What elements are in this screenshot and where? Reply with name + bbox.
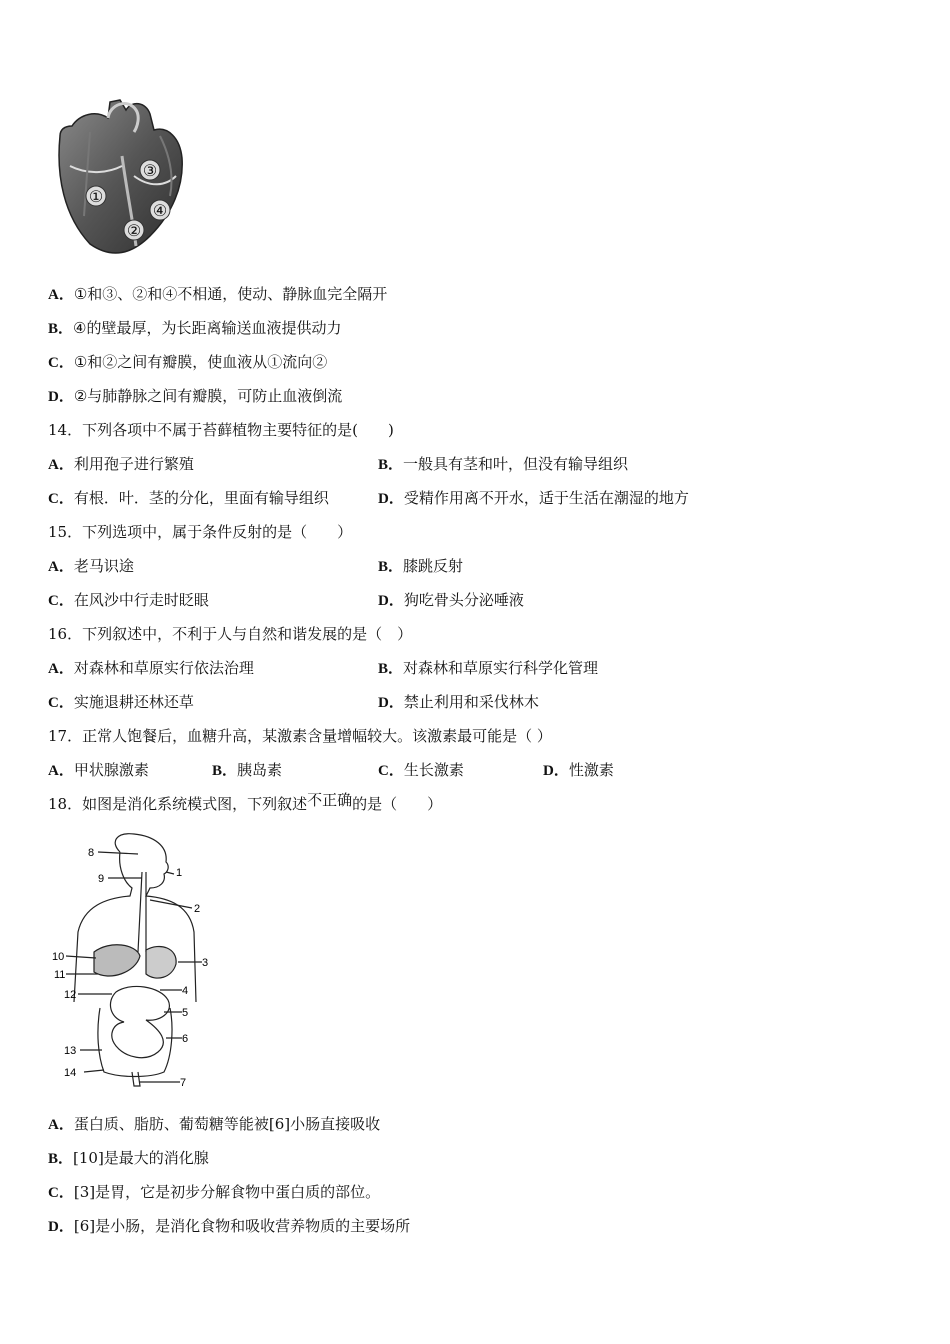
heart-label-3: ③ — [142, 163, 158, 180]
heart-outline — [59, 100, 182, 253]
digestive-label-4: 4 — [182, 985, 189, 997]
q14-option-d: D．受精作用离不开水，适于生活在潮湿的地方 — [378, 489, 689, 507]
esophagus — [138, 872, 146, 952]
digestive-label-2: 2 — [194, 903, 201, 915]
q16-option-d: D．禁止利用和采伐林木 — [378, 693, 539, 711]
digestive-system-figure — [50, 832, 220, 1092]
q13-option-d: D．②与肺静脉之间有瓣膜，可防止血液倒流 — [48, 387, 343, 405]
q18-option-b: B．[10]是最大的消化腺 — [48, 1149, 209, 1167]
digestive-label-9: 9 — [98, 873, 105, 885]
q16-option-c: C．实施退耕还林还草 — [48, 693, 194, 711]
q16-stem: 16．下列叙述中，不利于人与自然和谐发展的是（ ） — [48, 625, 413, 643]
q17-option-d: D．性激素 — [543, 761, 614, 779]
digestive-label-6: 6 — [182, 1033, 189, 1045]
q15-option-a: A．老马识途 — [48, 557, 134, 575]
digestive-label-5: 5 — [182, 1007, 189, 1019]
q13-option-a: A．①和③、②和④不相通，使动、静脉血完全隔开 — [48, 285, 388, 303]
q16-option-a: A．对森林和草原实行依法治理 — [48, 659, 254, 677]
heart-label-1: ① — [88, 189, 104, 206]
stomach — [146, 946, 176, 978]
digestive-label-12: 12 — [64, 989, 77, 1001]
q14-option-c: C．有根．叶．茎的分化，里面有输导组织 — [48, 489, 329, 507]
rectum — [132, 1072, 140, 1086]
q14-option-b: B．一般具有茎和叶，但没有输导组织 — [378, 455, 629, 473]
q15-option-d: D．狗吃骨头分泌唾液 — [378, 591, 524, 609]
q18-option-c: C．[3]是胃，它是初步分解食物中蛋白质的部位。 — [48, 1183, 381, 1201]
q15-option-c: C．在风沙中行走时眨眼 — [48, 591, 209, 609]
q18-stem-emphasis: 不正确 — [307, 791, 353, 809]
q18-stem: 18．如图是消化系统模式图，下列叙述不正确的是（ ） — [48, 791, 443, 813]
heart-label-4: ④ — [152, 203, 168, 220]
digestive-label-11: 11 — [54, 969, 66, 981]
q16-option-b: B．对森林和草原实行科学化管理 — [378, 659, 599, 677]
digestive-label-14: 14 — [64, 1067, 77, 1079]
digestive-label-8: 8 — [88, 847, 95, 859]
q13-option-b: B．④的壁最厚，为长距离输送血液提供动力 — [48, 319, 342, 337]
small-intestine — [110, 986, 169, 1057]
q18-option-a: A．蛋白质、脂肪、葡萄糖等能被[6]小肠直接吸收 — [48, 1115, 381, 1133]
digestive-label-13: 13 — [64, 1045, 77, 1057]
q17-option-b: B．胰岛素 — [212, 761, 283, 779]
q17-stem: 17．正常人饱餐后，血糖升高，某激素含量增幅较大。该激素最可能是（ ） — [48, 727, 552, 745]
liver — [94, 945, 140, 976]
heart-figure — [50, 96, 190, 261]
q17-option-c: C．生长激素 — [378, 761, 464, 779]
digestive-label-10: 10 — [52, 951, 65, 963]
q13-option-c: C．①和②之间有瓣膜，使血液从①流向② — [48, 353, 328, 371]
digestive-label-1: 1 — [176, 867, 183, 879]
q15-option-b: B．膝跳反射 — [378, 557, 464, 575]
digestive-label-3: 3 — [202, 957, 209, 969]
q14-stem: 14．下列各项中不属于苔藓植物主要特征的是( ) — [48, 421, 394, 439]
q17-option-a: A．甲状腺激素 — [48, 761, 149, 779]
q18-option-d: D．[6]是小肠，是消化食物和吸收营养物质的主要场所 — [48, 1217, 411, 1235]
q14-option-a: A．利用孢子进行繁殖 — [48, 455, 194, 473]
q15-stem: 15．下列选项中，属于条件反射的是（ ） — [48, 523, 353, 541]
digestive-label-7: 7 — [180, 1077, 187, 1089]
heart-label-2: ② — [126, 223, 142, 240]
